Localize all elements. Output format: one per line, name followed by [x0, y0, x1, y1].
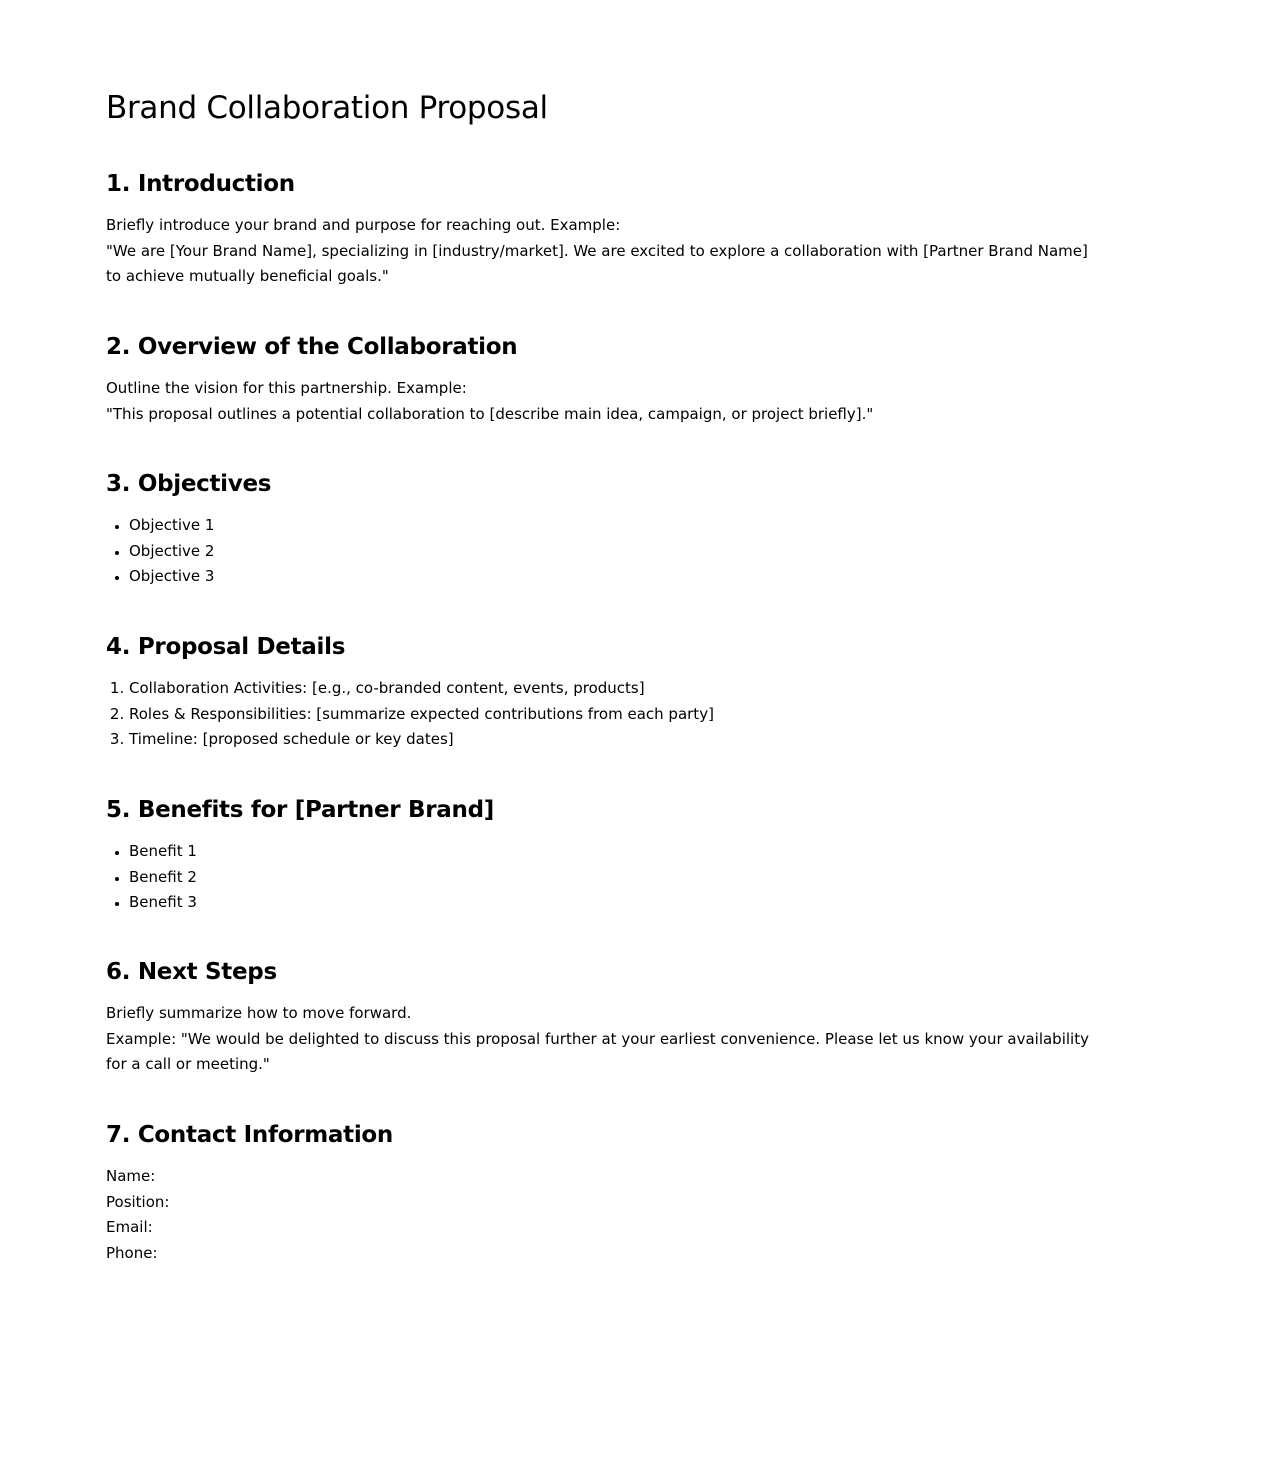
section-benefits — [106, 795, 1106, 916]
objectives-list — [106, 513, 1106, 590]
paragraph: "We are [Your Brand Name], specializing in [industry/market]. We are excited to explore a collaboration with [Partner Brand Name] to achieve mutually beneficial goals." — [106, 241, 1088, 286]
paragraph: Briefly introduce your brand and purpose for reaching out. Example: — [106, 216, 621, 234]
benefits-list — [106, 839, 1106, 916]
contact-phone-label: Phone: — [106, 1244, 158, 1263]
list-item: 2. Roles & Responsibilities: [summarize expected contributions from each party] — [129, 702, 1106, 728]
contact-name-label: Name: — [106, 1167, 156, 1185]
contact-position-label: Position: — [106, 1192, 170, 1211]
paragraph: "This proposal outlines a potential collaboration to [describe main idea, campaign, or project briefly]." — [106, 404, 874, 423]
section-objectives — [106, 469, 1106, 590]
section-contact — [106, 1120, 1106, 1267]
list-item: • Objective 1 — [129, 513, 1106, 539]
section-heading: 5. Benefits for [Partner Brand] — [106, 797, 494, 823]
paragraph: Outline the vision for this partnership. Example: — [106, 379, 467, 397]
section-proposal-details — [106, 632, 1106, 753]
section-heading: 2. Overview of the Collaboration — [106, 334, 518, 360]
list-item: • Benefit 3 — [129, 890, 1106, 916]
page-title: Brand Collaboration Proposal — [106, 90, 548, 126]
section-heading: 1. Introduction — [106, 171, 295, 197]
section-overview — [106, 332, 1106, 427]
list-item: • Benefit 1 — [129, 839, 1106, 865]
list-item: 3. Timeline: [proposed schedule or key dates] — [129, 727, 1106, 753]
section-introduction — [106, 169, 1106, 290]
contact-email-label: Email: — [106, 1218, 153, 1237]
list-item: • Objective 3 — [129, 564, 1106, 590]
list-item: • Objective 2 — [129, 539, 1106, 565]
paragraph: Example: "We would be delighted to discuss this proposal further at your earliest convenience. Please let us know your availability for a call or meeting." — [106, 1029, 1089, 1074]
section-heading: 7. Contact Information — [106, 1122, 393, 1148]
section-next-steps — [106, 957, 1106, 1078]
details-list — [106, 676, 1106, 753]
section-heading: 3. Objectives — [106, 471, 272, 497]
list-item: • Benefit 2 — [129, 865, 1106, 891]
list-item: 1. Collaboration Activities: [e.g., co-branded content, events, products] — [129, 676, 1106, 702]
section-heading: 6. Next Steps — [106, 959, 277, 985]
paragraph: Briefly summarize how to move forward. — [106, 1004, 412, 1022]
section-heading: 4. Proposal Details — [106, 634, 346, 660]
